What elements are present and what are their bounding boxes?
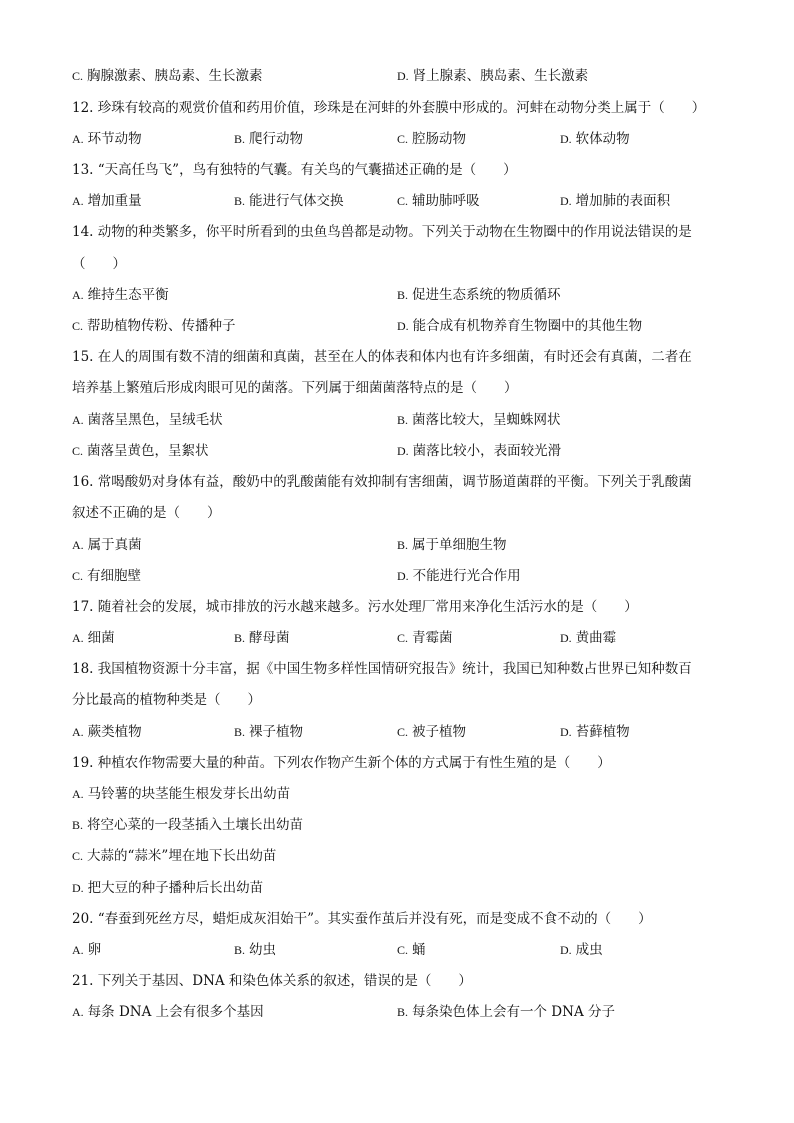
- option-c: C. 辅助肺呼吸: [397, 193, 480, 209]
- option-b: B. 爬行动物: [234, 131, 304, 147]
- option-c: C. 菌落呈黄色，呈絮状: [72, 443, 209, 459]
- question-stem: 16. 常喝酸奶对身体有益，酸奶中的乳酸菌能有效抑制有害细菌，调节肠道菌群的平衡。下列关于乳酸菌: [72, 474, 692, 490]
- option-d: D. 能合成有机物养育生物圈中的其他生物: [397, 318, 643, 334]
- option-d: D. 增加肺的表面积: [560, 193, 671, 209]
- option-a: A. 蕨类植物: [72, 724, 142, 740]
- question-stem: 21. 下列关于基因、DNA 和染色体关系的叙述，错误的是（ ）: [72, 973, 472, 989]
- question-stem: 20. “春蚕到死丝方尽，蜡炬成灰泪始干”。其实蚕作茧后并没有死，而是变成不食不动的（ ）: [72, 911, 652, 927]
- option-d: D. 苔藓植物: [560, 724, 630, 740]
- question-stem: 14. 动物的种类繁多，你平时所看到的虫鱼鸟兽都是动物。下列关于动物在生物圈中的作用说法错误的是: [72, 224, 692, 240]
- option-c: C. 蛹: [397, 942, 426, 958]
- option-a: A. 卵: [72, 942, 102, 958]
- option-a: A. 环节动物: [72, 131, 142, 147]
- option-b: B. 促进生态系统的物质循环: [397, 287, 561, 303]
- question-stem: 18. 我国植物资源十分丰富，据《中国生物多样性国情研究报告》统计，我国已知种数占世界已知种数百: [72, 661, 692, 677]
- option-a: A. 马铃薯的块茎能生根发芽长出幼苗: [72, 786, 291, 802]
- option-c: C. 被子植物: [397, 724, 467, 740]
- option-c: C. 帮助植物传粉、传播种子: [72, 318, 236, 334]
- option-b: B. 将空心菜的一段茎插入土壤长出幼苗: [72, 817, 304, 833]
- option-b: B. 每条染色体上会有一个 DNA 分子: [397, 1004, 615, 1020]
- option-a: A. 细菌: [72, 630, 115, 646]
- option-d: D. 菌落比较小，表面较光滑: [397, 443, 562, 459]
- question-stem: 13. “天高任鸟飞”，鸟有独特的气囊。有关鸟的气囊描述正确的是（ ）: [72, 162, 517, 178]
- option-c: C. 腔肠动物: [397, 131, 467, 147]
- option-d: D. 成虫: [560, 942, 603, 958]
- option-c: C. 有细胞壁: [72, 568, 142, 584]
- question-stem-cont: 培养基上繁殖后形成肉眼可见的菌落。下列属于细菌菌落特点的是（ ）: [72, 380, 518, 396]
- question-stem: 19. 种植农作物需要大量的种苗。下列农作物产生新个体的方式属于有性生殖的是（ ）: [72, 755, 611, 771]
- option-a: A. 增加重量: [72, 193, 142, 209]
- option-a: A. 维持生态平衡: [72, 287, 169, 303]
- option-b: B. 菌落比较大，呈蜘蛛网状: [397, 412, 561, 428]
- option-d: D. 软体动物: [560, 131, 630, 147]
- option-b: B. 能进行气体交换: [234, 193, 344, 209]
- option-b: B. 幼虫: [234, 942, 277, 958]
- option-a: A. 菌落呈黑色，呈绒毛状: [72, 412, 223, 428]
- option-c: C. 胸腺激素、胰岛素、生长激素: [72, 68, 263, 84]
- question-stem: 12. 珍珠有较高的观赏价值和药用价值，珍珠是在河蚌的外套膜中形成的。河蚌在动物分类上属于（ ）: [72, 100, 706, 116]
- question-stem-cont: （ ）: [72, 256, 126, 272]
- option-c: C. 青霉菌: [397, 630, 453, 646]
- option-d: D. 不能进行光合作用: [397, 568, 521, 584]
- option-a: A. 每条 DNA 上会有很多个基因: [72, 1004, 264, 1020]
- option-d: D. 黄曲霉: [560, 630, 617, 646]
- question-stem: 17. 随着社会的发展，城市排放的污水越来越多。污水处理厂常用来净化生活污水的是（ ）: [72, 599, 638, 615]
- option-b: B. 裸子植物: [234, 724, 304, 740]
- option-d: D. 肾上腺素、胰岛素、生长激素: [397, 68, 589, 84]
- option-b: B. 属于单细胞生物: [397, 537, 507, 553]
- option-a: A. 属于真菌: [72, 537, 142, 553]
- question-stem-cont: 分比最高的植物种类是（ ）: [72, 692, 261, 708]
- option-d: D. 把大豆的种子播种后长出幼苗: [72, 880, 264, 896]
- option-c: C. 大蒜的“蒜米”埋在地下长出幼苗: [72, 848, 277, 864]
- question-stem-cont: 叙述不正确的是（ ）: [72, 505, 221, 521]
- option-b: B. 酵母菌: [234, 630, 290, 646]
- question-stem: 15. 在人的周围有数不清的细菌和真菌，甚至在人的体表和体内也有许多细菌，有时还会有真菌，二者在: [72, 349, 692, 365]
